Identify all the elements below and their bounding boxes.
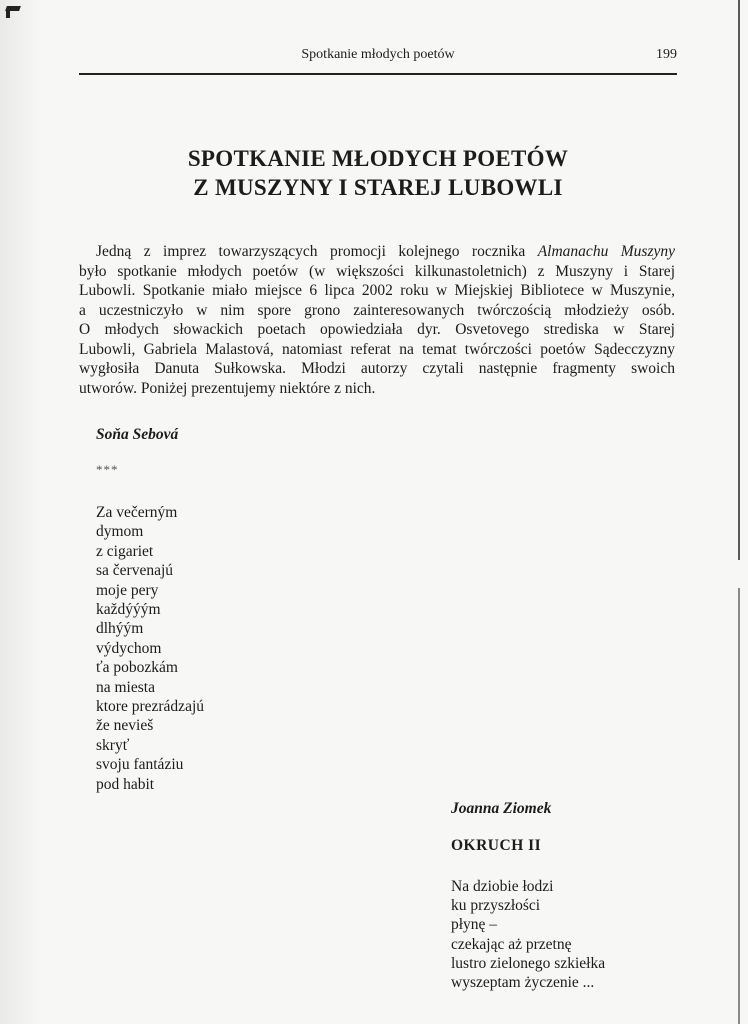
poem-line: každýýým	[96, 601, 161, 619]
intro-line: Lubowli. Spotkanie miało miejsce 6 lipca 2002 roku w Miejskiej Bibliotece w Muszynie,	[79, 282, 675, 299]
header-rule	[79, 73, 677, 75]
poem-line: lustro zielonego szkiełka	[451, 954, 606, 972]
poem1-author: Soňa Sebová	[96, 426, 179, 443]
scan-corner-mark-stem	[6, 10, 10, 18]
poem-line: płynę –	[451, 916, 498, 934]
poem-line: wyszeptam życzenie ...	[451, 974, 595, 992]
poem2-title: OKRUCH II	[451, 837, 542, 854]
poem-line: ktore prezrádzajú	[96, 698, 205, 716]
poem-line: ku przyszłości	[451, 897, 541, 915]
article-title-line-1: SPOTKANIE MŁODYCH POETÓW	[187, 146, 569, 171]
poem-line: na miesta	[96, 678, 155, 696]
poem1-body	[96, 503, 204, 794]
intro-line: Lubowli, Gabriela Malastová, natomiast referat na temat twórczości poetów Sądecczyzny	[79, 340, 675, 358]
running-head	[79, 47, 677, 67]
article-title-line-2: Z MUSZYNY I STAREJ LUBOWLI	[193, 175, 563, 200]
poem-line: czekając aż przetnę	[451, 935, 572, 953]
page-edge-line-upper	[738, 0, 740, 560]
poem-line: dlhýým	[96, 620, 144, 638]
poem2-author: Joanna Ziomek	[451, 800, 552, 817]
poem-line: skryť	[96, 736, 130, 754]
intro-line	[79, 242, 675, 262]
almanac-title: Almanachu Muszyny	[537, 243, 675, 260]
page-gutter-shadow	[0, 0, 40, 1024]
intro-text: Jedną z imprez towarzyszących promocji kolejnego rocznika	[96, 243, 538, 260]
intro-line: było spotkanie młodych poetów (w większości kilkunastoletnich) z Muszyny i Starej	[79, 262, 675, 280]
running-head-title: Spotkanie młodych poetów	[301, 47, 455, 62]
poem-line: Za večerným	[96, 504, 178, 521]
poem-line: moje pery	[96, 581, 159, 599]
poem-line: svoju fantáziu	[96, 756, 184, 774]
intro-line: O młodych słowackich poetach opowiedziała dyr. Osvetovego strediska w Starej	[79, 321, 675, 338]
poem-line: z cigariet	[96, 542, 154, 560]
poem-line: dymom	[96, 523, 144, 541]
poem-line: Na dziobie łodzi	[451, 878, 554, 895]
intro-line: utworów. Poniżej prezentujemy niektóre z nich.	[79, 379, 376, 397]
page-edge-line-lower	[738, 588, 740, 1024]
article-title	[79, 144, 677, 202]
poem2-body	[451, 877, 605, 992]
intro-paragraph	[79, 242, 675, 398]
intro-line: a uczestniczyło w nim spore grono zainteresowanych twórczością młodzieży osób.	[79, 301, 675, 319]
poem-line: sa červenajú	[96, 562, 174, 580]
intro-line: wygłosiła Danuta Sułkowska. Młodzi autorzy czytali następnie fragmenty swoich	[79, 360, 675, 377]
poem-line: že nevieš	[96, 717, 154, 735]
poem-line: výdychom	[96, 639, 162, 657]
poem-line: ťa pobozkám	[96, 659, 178, 677]
poem-line: pod habit	[96, 775, 155, 793]
poem1-separator: ***	[96, 462, 119, 477]
page-number: 199	[656, 47, 677, 62]
